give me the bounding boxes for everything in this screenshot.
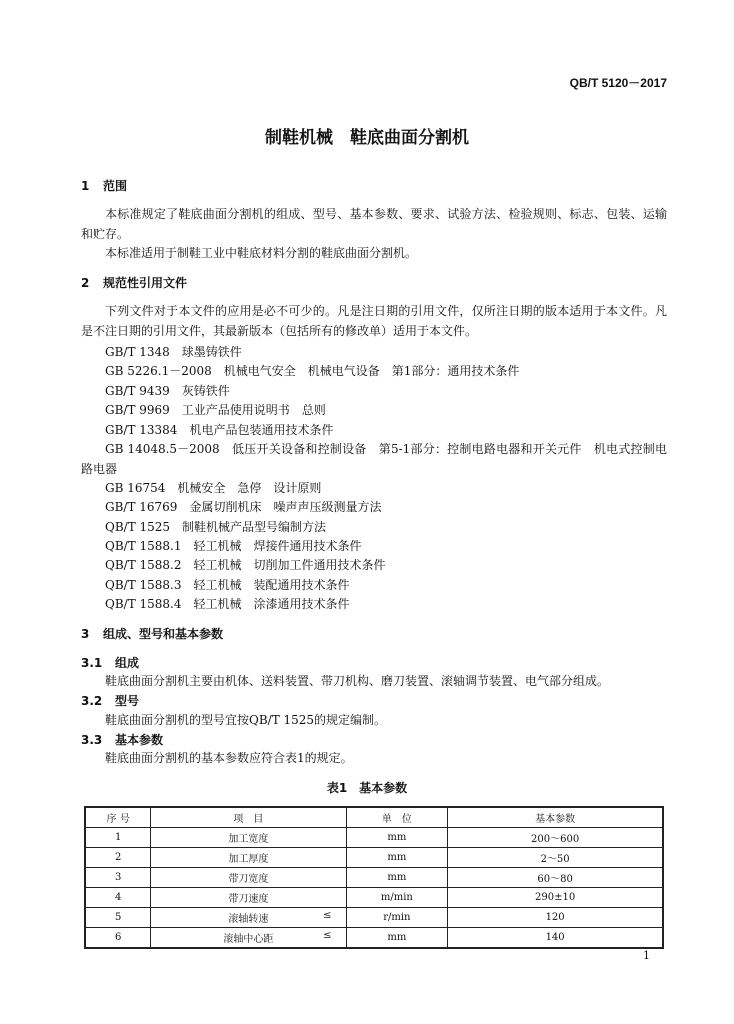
section-3-2-heading: [81, 692, 139, 709]
cell-value: 2～50: [448, 848, 663, 868]
table-row: [85, 888, 663, 908]
table-row: [85, 928, 663, 949]
page-number: 1: [643, 949, 650, 962]
table-row: [85, 908, 663, 928]
table-row: [85, 848, 663, 868]
header-cell-item: 项 目: [151, 807, 346, 828]
section-3-heading: [81, 625, 223, 642]
reference-item: QB/T 1588.3 轻工机械 装配通用技术条件: [105, 578, 350, 592]
table-header-row: [85, 807, 663, 828]
section-number: 3.2: [81, 694, 103, 708]
cell-unit: mm: [346, 828, 448, 848]
reference-item: GB/T 9969 工业产品使用说明书 总则: [105, 403, 326, 417]
parameters-table: [84, 806, 664, 949]
section-1-heading: [81, 177, 127, 194]
cell-no: 1: [85, 828, 151, 848]
document-title: 制鞋机械 鞋底曲面分割机: [265, 128, 469, 148]
cell-item: [151, 888, 346, 908]
item-label: 加工厚度: [228, 854, 269, 865]
cell-item: [151, 828, 346, 848]
section-number: 1: [81, 179, 90, 193]
item-label: 加工宽度: [228, 834, 269, 845]
cell-value: 290±10: [448, 888, 663, 908]
section-3-3-heading: [81, 731, 163, 748]
cell-item: [151, 908, 346, 928]
reference-item: GB 14048.5－2008 低压开关设备和控制设备 第5-1部分：控制电路电器和开关元件 机电式控制电路电器: [81, 442, 667, 476]
section-3-1-heading: [81, 654, 139, 671]
reference-item: GB/T 1348 球墨铸铁件: [105, 345, 242, 359]
references-intro: 下列文件对于本文件的应用是必不可少的。凡是注日期的引用文件，仅所注日期的版本适用于本文件。凡是不注日期的引用文件，其最新版本（包括所有的修改单）适用于本文件。: [81, 304, 667, 338]
less-equal-mark: ≤: [323, 910, 332, 921]
header-cell-unit: 单 位: [346, 807, 448, 828]
section-number: 3.1: [81, 656, 103, 670]
reference-item: QB/T 1588.1 轻工机械 焊接件通用技术条件: [105, 539, 362, 553]
cell-no: 3: [85, 868, 151, 888]
scope-paragraph-1: 本标准规定了鞋底曲面分割机的组成、型号、基本参数、要求、试验方法、检验规则、标志、包装、运输和贮存。: [81, 207, 667, 241]
section-number: 3: [81, 627, 90, 641]
cell-value: 60～80: [448, 868, 663, 888]
cell-item: [151, 868, 346, 888]
reference-item: GB 16754 机械安全 急停 设计原则: [105, 481, 322, 495]
standard-code: QB/T 5120－2017: [569, 76, 667, 90]
header-cell-value: 基本参数: [448, 807, 663, 828]
parameters-paragraph: 鞋底曲面分割机的基本参数应符合表1的规定。: [105, 751, 353, 765]
cell-item: [151, 848, 346, 868]
item-label: 带刀宽度: [228, 874, 269, 885]
cell-no: 4: [85, 888, 151, 908]
cell-unit: r/min: [346, 908, 448, 928]
section-number: 2: [81, 276, 90, 290]
scope-paragraph-2: 本标准适用于制鞋工业中鞋底材料分割的鞋底曲面分割机。: [105, 246, 418, 260]
section-2-heading: [81, 274, 187, 291]
cell-value: 200～600: [448, 828, 663, 848]
item-label: 滚轴中心距: [223, 934, 274, 945]
table-title: 表1 基本参数: [326, 781, 408, 795]
section-title: 范围: [103, 179, 128, 193]
reference-item: GB/T 16769 金属切削机床 噪声声压级测量方法: [105, 500, 382, 514]
section-title: 型号: [115, 694, 140, 708]
section-title: 基本参数: [115, 733, 164, 747]
reference-item: GB/T 9439 灰铸铁件: [105, 384, 230, 398]
reference-item: QB/T 1588.2 轻工机械 切削加工件通用技术条件: [105, 558, 386, 572]
cell-no: 6: [85, 928, 151, 949]
cell-value: 120: [448, 908, 663, 928]
section-number: 3.3: [81, 733, 103, 747]
table-row: [85, 828, 663, 848]
cell-unit: mm: [346, 868, 448, 888]
cell-no: 2: [85, 848, 151, 868]
cell-item: [151, 928, 346, 949]
item-label: 滚轴转速: [228, 914, 269, 925]
cell-no: 5: [85, 908, 151, 928]
section-title: 规范性引用文件: [103, 276, 188, 290]
reference-item: QB/T 1525 制鞋机械产品型号编制方法: [105, 520, 327, 534]
item-label: 带刀速度: [228, 894, 269, 905]
reference-item: GB/T 13384 机电产品包装通用技术条件: [105, 423, 334, 437]
header-cell-no: 序 号: [85, 807, 151, 828]
section-title: 组成: [115, 656, 140, 670]
reference-item: QB/T 1588.4 轻工机械 涂漆通用技术条件: [105, 597, 350, 611]
cell-unit: mm: [346, 928, 448, 949]
section-title: 组成、型号和基本参数: [103, 627, 224, 641]
table-row: [85, 868, 663, 888]
model-paragraph: 鞋底曲面分割机的型号宜按QB/T 1525的规定编制。: [105, 713, 387, 727]
cell-unit: m/min: [346, 888, 448, 908]
cell-value: 140: [448, 928, 663, 949]
less-equal-mark: ≤: [323, 930, 332, 941]
cell-unit: mm: [346, 848, 448, 868]
composition-paragraph: 鞋底曲面分割机主要由机体、送料装置、带刀机构、磨刀装置、滚轴调节装置、电气部分组成。: [105, 674, 610, 688]
reference-item: GB 5226.1－2008 机械电气安全 机械电气设备 第1部分：通用技术条件: [105, 364, 520, 378]
